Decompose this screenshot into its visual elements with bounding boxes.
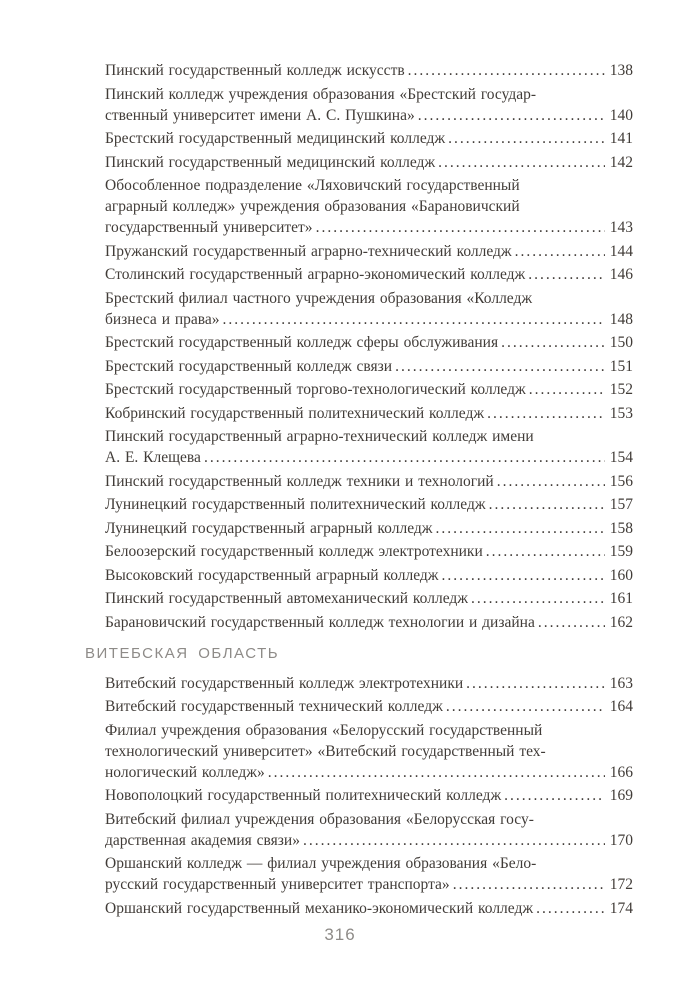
toc-entry xyxy=(85,379,633,400)
dot-leader xyxy=(486,541,605,562)
dot-leader xyxy=(538,612,605,633)
toc-entry-line xyxy=(105,152,633,173)
toc-entry-page-number: 153 xyxy=(609,404,633,422)
toc-entry-line xyxy=(105,471,633,492)
toc-entry-line: Пинский государственный аграрно-технический колледж имени xyxy=(105,428,534,445)
toc-entry xyxy=(85,720,633,783)
toc-entry-line xyxy=(105,447,633,468)
dot-leader xyxy=(497,471,605,492)
dot-leader xyxy=(504,785,605,806)
toc-entry-line: технологический университет» «Витебский государственный тех- xyxy=(105,742,546,760)
toc-entry-title: Пружанский государственный аграрно-технический колледж xyxy=(105,242,512,260)
toc-entry-page-number: 158 xyxy=(609,519,633,537)
toc-entry-line xyxy=(105,588,633,609)
toc-entry-page-number: 143 xyxy=(609,219,633,236)
toc-entry xyxy=(85,332,633,353)
toc-entry-line xyxy=(105,541,633,562)
toc-entry-title: Пинский государственный автомеханический колледж xyxy=(105,590,468,607)
toc-entry-page-number: 166 xyxy=(609,763,633,781)
toc-entry-line xyxy=(105,332,633,353)
dot-leader xyxy=(316,217,605,238)
toc-entry-title: бизнеса и права» xyxy=(105,310,220,328)
toc-entry xyxy=(85,696,633,717)
toc-entry-title: Брестский государственный колледж сферы обслуживания xyxy=(105,334,499,351)
toc-entry-title: Брестский государственный медицинский колледж xyxy=(105,130,446,147)
folio-number: 316 xyxy=(324,925,356,944)
toc-entry xyxy=(85,588,633,609)
dot-leader xyxy=(466,673,605,694)
toc-entry-page-number: 170 xyxy=(609,831,633,849)
dot-leader xyxy=(438,152,605,173)
toc-entry-line: Филиал учреждения образования «Белорусский государственный xyxy=(105,721,543,739)
toc-entry xyxy=(85,494,633,515)
toc-entry-page-number: 138 xyxy=(609,62,633,79)
toc-entry-title: Пинский государственный колледж техники и технологий xyxy=(105,472,494,490)
toc-entry-title: Белоозерский государственный колледж электротехники xyxy=(105,543,483,560)
toc-entry-page-number: 142 xyxy=(609,153,633,171)
dot-leader xyxy=(471,588,605,609)
toc-entry xyxy=(85,175,633,238)
toc-entry-title: Оршанский государственный механико-экономический колледж xyxy=(105,899,534,917)
toc-entry-title: Витебский государственный технический колледж xyxy=(105,698,443,715)
toc-entry-title: Лунинецкий государственный аграрный колледж xyxy=(105,519,433,537)
toc-entry-title: нологический колледж» xyxy=(105,763,265,781)
toc-entry-page-number: 150 xyxy=(609,334,633,351)
toc-entry-line xyxy=(105,128,633,149)
toc-entry-page-number: 144 xyxy=(609,242,633,260)
toc-entry-line xyxy=(105,565,633,586)
toc-entry xyxy=(85,541,633,562)
toc-entry-line: Оршанский колледж — филиал учреждения образования «Бело- xyxy=(105,855,537,872)
toc-entry-line xyxy=(105,356,633,377)
dot-leader xyxy=(453,874,605,895)
toc-entry xyxy=(85,673,633,694)
toc-entry-line xyxy=(105,379,633,400)
toc-entry xyxy=(85,518,633,539)
toc-entry-page-number: 172 xyxy=(609,876,633,893)
toc-entry-title: Пинский государственный медицинский колледж xyxy=(105,153,436,171)
dot-leader xyxy=(442,565,605,586)
table-of-contents xyxy=(85,60,633,921)
dot-leader xyxy=(529,379,605,400)
toc-entry-title: Брестский государственный торгово-технологический колледж xyxy=(105,381,526,398)
toc-entry-title: Брестский государственный колледж связи xyxy=(105,357,393,375)
toc-entry-line xyxy=(105,874,633,895)
dot-leader xyxy=(487,403,605,424)
toc-entry-page-number: 164 xyxy=(609,698,633,715)
toc-entry xyxy=(85,403,633,424)
toc-entry-line: аграрный колледж» учреждения образования «Барановичский xyxy=(105,198,520,215)
toc-entry-page-number: 169 xyxy=(609,787,633,804)
dot-leader xyxy=(395,356,605,377)
toc-entry xyxy=(85,288,633,330)
toc-entry-page-number: 148 xyxy=(609,310,633,328)
toc-entry-line xyxy=(105,105,633,126)
toc-entry-page-number: 174 xyxy=(609,899,633,917)
dot-leader xyxy=(435,518,605,539)
toc-entry-line xyxy=(105,785,633,806)
toc-entry-line xyxy=(105,830,633,851)
dot-leader xyxy=(418,105,605,126)
toc-entry-line xyxy=(105,898,633,919)
page-footer xyxy=(0,924,680,945)
dot-leader xyxy=(515,241,605,262)
toc-entry-line: Обособленное подразделение «Ляховичский государственный xyxy=(105,177,520,194)
dot-leader xyxy=(446,696,605,717)
toc-entry xyxy=(85,84,633,126)
toc-entry-page-number: 163 xyxy=(609,674,633,692)
toc-entry xyxy=(85,471,633,492)
toc-entry xyxy=(85,898,633,919)
dot-leader xyxy=(489,494,605,515)
toc-entry-title: Лунинецкий государственный политехнический колледж xyxy=(105,496,486,513)
toc-entry-title: ственный университет имени А. С. Пушкина» xyxy=(105,106,415,124)
toc-entry-line xyxy=(105,241,633,262)
toc-entry xyxy=(85,426,633,468)
toc-entry-line xyxy=(105,494,633,515)
dot-leader xyxy=(204,447,605,468)
toc-entry-page-number: 140 xyxy=(609,106,633,124)
toc-entry xyxy=(85,241,633,262)
dot-leader xyxy=(303,830,605,851)
toc-entry-line: Пинский колледж учреждения образования «Брестский государ- xyxy=(105,85,537,103)
toc-entry xyxy=(85,264,633,285)
toc-entry-title: Столинский государственный аграрно-экономический колледж xyxy=(105,266,526,283)
dot-leader xyxy=(448,128,605,149)
toc-entry-page-number: 161 xyxy=(609,590,633,607)
toc-entry-page-number: 154 xyxy=(609,449,633,466)
toc-entry-title: Кобринский государственный политехнический колледж xyxy=(105,404,485,422)
toc-entry xyxy=(85,809,633,851)
toc-entry-title: Высоковский государственный аграрный колледж xyxy=(105,566,439,584)
toc-entry-title: Пинский государственный колледж искусств xyxy=(105,62,405,79)
toc-entry-title: Новополоцкий государственный политехнический колледж xyxy=(105,787,502,804)
toc-entry-page-number: 156 xyxy=(609,472,633,490)
toc-entry-page-number: 159 xyxy=(609,543,633,560)
toc-entry xyxy=(85,356,633,377)
toc-entry xyxy=(85,612,633,633)
toc-entry xyxy=(85,853,633,895)
toc-entry-line xyxy=(105,518,633,539)
toc-entry xyxy=(85,565,633,586)
toc-entry-page-number: 160 xyxy=(609,566,633,584)
dot-leader xyxy=(501,332,605,353)
toc-entry-line: Брестский филиал частного учреждения образования «Колледж xyxy=(105,289,533,307)
toc-entry xyxy=(85,60,633,81)
toc-entry-title: А. Е. Клещева xyxy=(105,449,201,466)
toc-entry-page-number: 152 xyxy=(609,381,633,398)
dot-leader xyxy=(536,898,605,919)
toc-entry-line xyxy=(105,309,633,330)
toc-entry xyxy=(85,152,633,173)
toc-entry-title: Барановичский государственный колледж технологии и дизайна xyxy=(105,613,535,631)
toc-entry-title: дарственная академия связи» xyxy=(105,831,300,849)
toc-entry xyxy=(85,785,633,806)
toc-entry-page-number: 157 xyxy=(609,496,633,513)
toc-entry-page-number: 151 xyxy=(609,357,633,375)
dot-leader xyxy=(268,762,605,783)
dot-leader xyxy=(223,309,605,330)
dot-leader xyxy=(408,60,605,81)
toc-entry-line xyxy=(105,60,633,81)
toc-entry-page-number: 146 xyxy=(609,266,633,283)
toc-entry-page-number: 162 xyxy=(609,613,633,631)
toc-entry-line xyxy=(105,696,633,717)
toc-entry-line xyxy=(105,762,633,783)
toc-entry-title: русский государственный университет транспорта» xyxy=(105,876,450,893)
dot-leader xyxy=(528,264,605,285)
toc-entry-line xyxy=(105,264,633,285)
toc-entry-title: Витебский государственный колледж электротехники xyxy=(105,674,464,692)
toc-entry xyxy=(85,128,633,149)
toc-entry-line xyxy=(105,612,633,633)
toc-entry-line xyxy=(105,673,633,694)
toc-entry-line: Витебский филиал учреждения образования «Белорусская госу- xyxy=(105,810,534,828)
toc-entry-line xyxy=(105,217,633,238)
toc-entry-title: государственный университет» xyxy=(105,219,313,236)
section-heading: ВИТЕБСКАЯ ОБЛАСТЬ xyxy=(85,644,280,662)
toc-entry-line xyxy=(105,403,633,424)
toc-entry-page-number: 141 xyxy=(609,130,633,147)
